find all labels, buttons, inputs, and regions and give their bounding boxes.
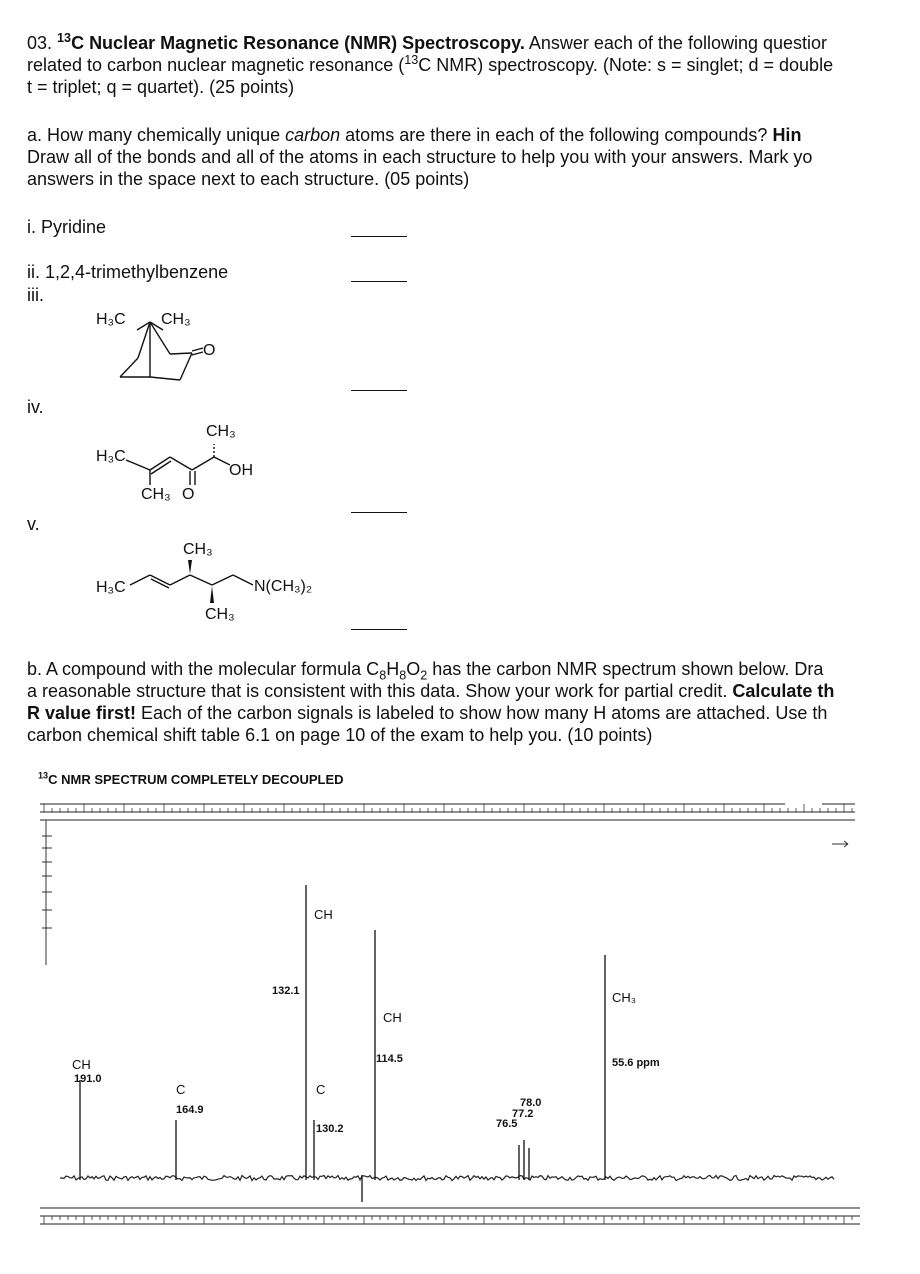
label-shift-76: 76.5 <box>496 1118 518 1130</box>
struct-iii-h3c: H₃C <box>96 311 126 328</box>
item-i-label: i. Pyridine <box>27 217 107 237</box>
question-line-1 <box>27 32 920 54</box>
part-a-line-3: answers in the space next to each structure. (05 points) <box>27 169 470 189</box>
part-a-line-1-post: atoms are there in each of the following compounds? <box>340 125 773 145</box>
label-shift-130: 130.2 <box>316 1123 344 1135</box>
label-mult-191: CH <box>72 1057 91 1072</box>
spectrum-title-text: C NMR SPECTRUM COMPLETELY DECOUPLED <box>48 772 344 787</box>
struct-v-ch3-bottom: CH₃ <box>205 606 235 623</box>
question-line-2 <box>27 54 920 76</box>
label-shift-191: 191.0 <box>74 1073 102 1085</box>
part-a-emphasis: carbon <box>285 125 341 145</box>
part-b-r-value: R value first! <box>27 703 137 723</box>
spectrum-title-sup: 13 <box>38 770 49 781</box>
struct-iii-ch3: CH₃ <box>161 311 191 328</box>
struct-v-h3c: H₃C <box>96 579 126 596</box>
part-b-line-3 <box>27 702 920 724</box>
struct-iv-skeleton <box>120 440 240 490</box>
answer-blank-iv[interactable] <box>351 512 407 513</box>
right-arrow-marks <box>832 841 848 847</box>
item-iii-label: iii. <box>27 285 44 305</box>
part-b-line-3-rest: Each of the carbon signals is labeled to show how many H atoms are attached. Use th <box>136 703 828 723</box>
label-mult-130: C <box>316 1082 326 1097</box>
item-v-label: v. <box>27 514 40 534</box>
struct-iv-ch3-bottom: CH₃ <box>141 486 171 503</box>
part-b-line-1-pre: b. A compound with the molecular formula C <box>27 659 380 679</box>
label-mult-164: C <box>176 1082 186 1097</box>
question-line-2-rest: C NMR) spectroscopy. (Note: s = singlet; d = double <box>418 55 834 75</box>
line2-superscript: 13 <box>404 54 419 67</box>
label-shift-132: 132.1 <box>272 985 300 997</box>
struct-v-skeleton <box>125 555 260 610</box>
peaks <box>80 885 605 1202</box>
formula-o-label: O <box>406 659 421 679</box>
label-mult-132: CH <box>314 907 333 922</box>
struct-iii-skeleton <box>110 320 220 390</box>
part-a-line-2: Draw all of the bonds and all of the atoms in each structure to help you with your answers. Mark yo <box>27 147 813 167</box>
part-b-line-1-post: has the carbon NMR spectrum shown below. Dra <box>427 659 824 679</box>
label-shift-55: 55.6 ppm <box>612 1057 660 1069</box>
struct-iii-oxygen: O <box>203 342 216 359</box>
left-scale <box>42 820 52 965</box>
answer-blank-i[interactable] <box>351 236 407 237</box>
question-intro: Answer each of the following questior <box>524 33 828 53</box>
question-title: C Nuclear Magnetic Resonance (NMR) Spectroscopy. <box>71 33 525 53</box>
bottom-axis-ticks <box>44 1216 852 1224</box>
item-iv-label: iv. <box>27 397 44 417</box>
label-mult-114: CH <box>383 1010 402 1025</box>
answer-blank-ii[interactable] <box>351 281 407 282</box>
answer-blank-v[interactable] <box>351 629 407 630</box>
part-a-line-1-pre: a. How many chemically unique <box>27 125 286 145</box>
part-b-calc-instruction: Calculate th <box>732 681 835 701</box>
struct-v-ch3-top: CH₃ <box>183 541 213 558</box>
struct-iv-oxygen: O <box>182 486 195 503</box>
bottom-axis <box>40 1208 860 1224</box>
label-shift-78: 78.0 <box>520 1097 542 1109</box>
part-b-line-4: carbon chemical shift table 6.1 on page 10 of the exam to help you. (10 points) <box>27 725 653 745</box>
top-axis <box>40 804 855 820</box>
part-b-line-1 <box>27 658 920 680</box>
struct-v-dimethylamino: N(CH₃)₂ <box>254 578 313 595</box>
nmr-spectrum <box>0 790 920 1274</box>
title-superscript: 13 <box>57 32 72 45</box>
part-a-hint: Hin <box>772 125 802 145</box>
question-line-3: t = triplet; q = quartet). (25 points) <box>27 77 295 97</box>
label-shift-77: 77.2 <box>512 1108 534 1120</box>
spectrum-title <box>38 772 344 787</box>
item-ii-label: ii. 1,2,4-trimethylbenzene <box>27 262 229 282</box>
top-axis-ticks <box>44 804 852 812</box>
label-shift-164: 164.9 <box>176 1104 204 1116</box>
answer-blank-iii[interactable] <box>351 390 407 391</box>
question-number: 03. <box>27 33 53 53</box>
formula-h-label: H <box>386 659 400 679</box>
struct-iv-h3c: H₃C <box>96 448 126 465</box>
formula-o-count: 2 <box>420 668 428 680</box>
label-shift-114: 114.5 <box>376 1053 403 1065</box>
question-line-2-text: related to carbon nuclear magnetic resonance ( <box>27 55 405 75</box>
part-b-line-2 <box>27 680 920 702</box>
part-b-line-2-pre: a reasonable structure that is consistent with this data. Show your work for partial credit. <box>27 681 733 701</box>
formula-h-count: 8 <box>399 668 407 680</box>
label-mult-55: CH₃ <box>612 990 637 1005</box>
part-a-line-1 <box>27 124 920 146</box>
struct-iv-ch3-top: CH₃ <box>206 423 236 440</box>
formula-c-count: 8 <box>379 668 387 680</box>
struct-iv-hydroxyl: OH <box>229 462 253 479</box>
